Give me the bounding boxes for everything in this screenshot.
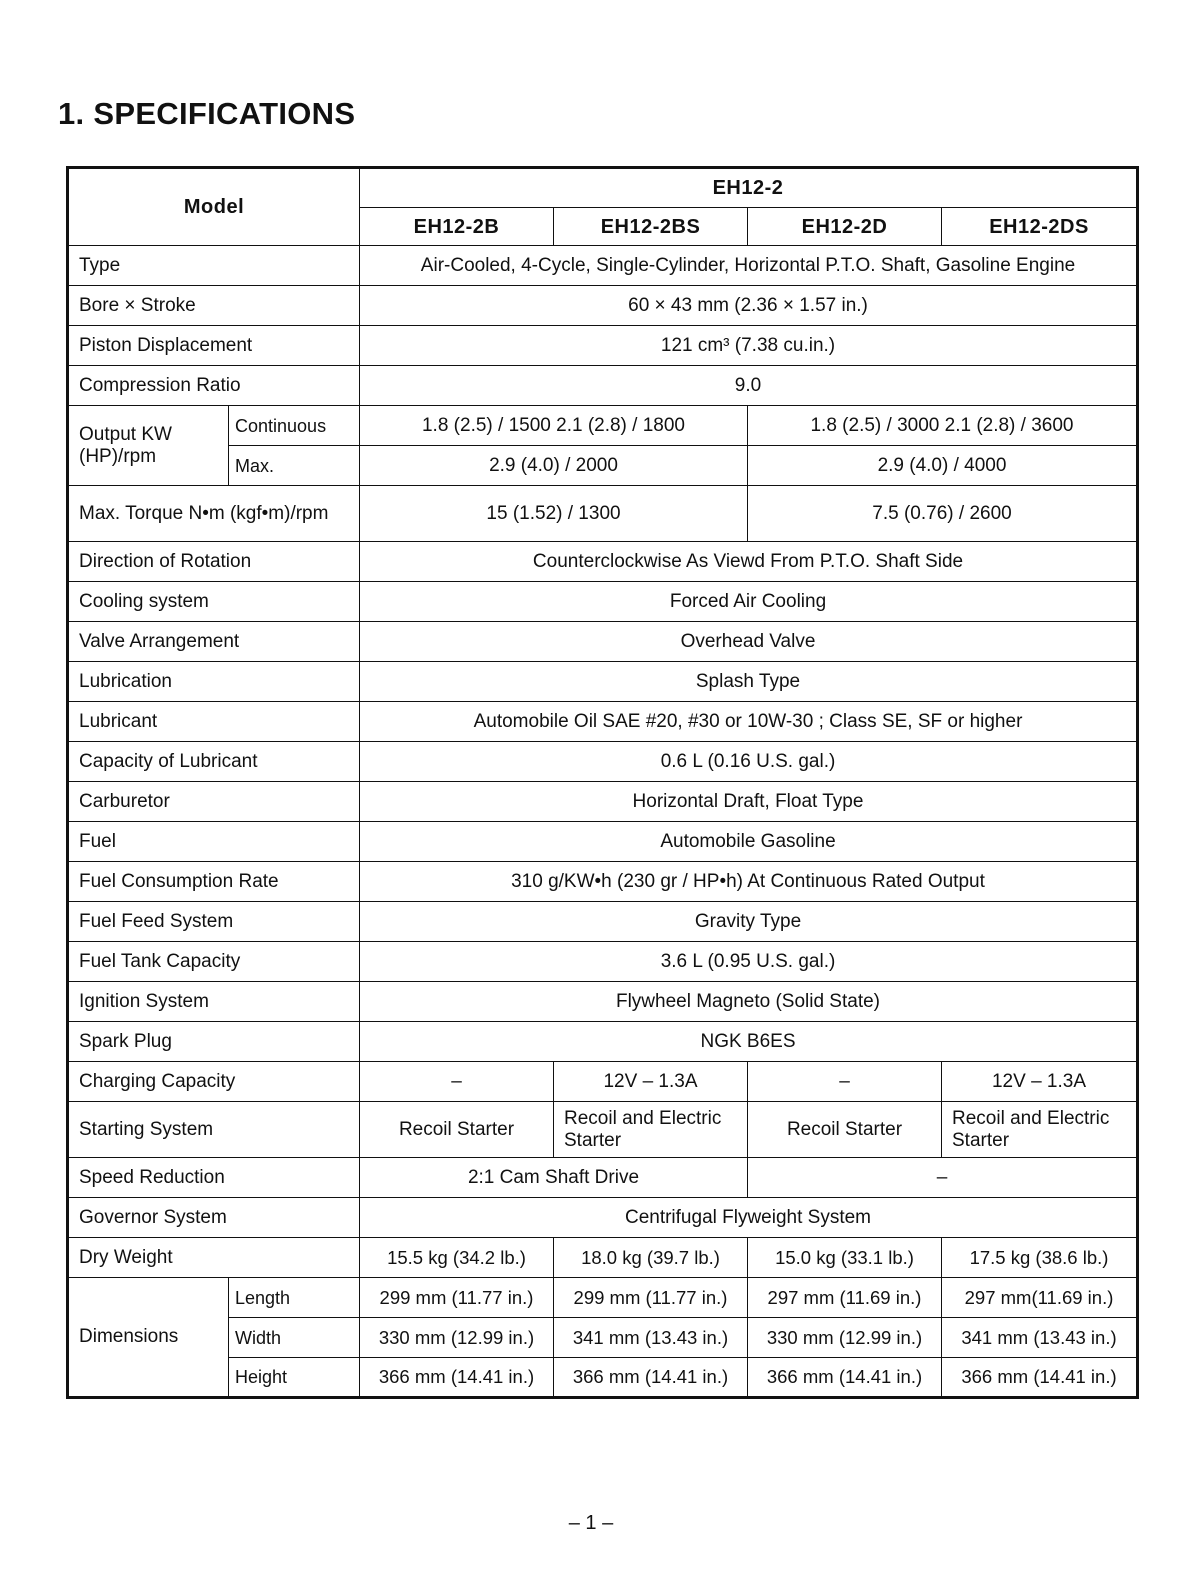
spec-row-torque (68, 486, 1138, 542)
spec-row-reduction (68, 1158, 1138, 1198)
spec-value: 18.0 kg (39.7 lb.) (554, 1238, 748, 1278)
spec-label: Bore × Stroke (68, 286, 360, 326)
spec-value: Recoil Starter (360, 1102, 554, 1158)
specifications-table (66, 166, 1139, 1399)
spec-label: Fuel Consumption Rate (68, 862, 360, 902)
spec-value: 330 mm (12.99 in.) (748, 1318, 942, 1358)
spec-label: Dimensions (68, 1278, 229, 1398)
spec-value: NGK B6ES (360, 1022, 1138, 1062)
spec-label: Spark Plug (68, 1022, 360, 1062)
spec-label: Starting System (68, 1102, 360, 1158)
variant-header: EH12-2D (748, 208, 942, 246)
spec-row-height (68, 1358, 1138, 1398)
spec-row-lubricant (68, 702, 1138, 742)
spec-value: Splash Type (360, 662, 1138, 702)
spec-row-bore (68, 286, 1138, 326)
spec-row-length (68, 1278, 1138, 1318)
spec-row-rotation (68, 542, 1138, 582)
output-continuous-label: Continuous (229, 406, 360, 446)
spec-value: 2.9 (4.0) / 2000 (360, 446, 748, 486)
spec-value: 366 mm (14.41 in.) (554, 1358, 748, 1398)
spec-row-spark (68, 1022, 1138, 1062)
spec-row-lub-capacity (68, 742, 1138, 782)
spec-value: Recoil Starter (748, 1102, 942, 1158)
spec-value: Horizontal Draft, Float Type (360, 782, 1138, 822)
spec-value: 15.5 kg (34.2 lb.) (360, 1238, 554, 1278)
spec-row-starting (68, 1102, 1138, 1158)
spec-label: Charging Capacity (68, 1062, 360, 1102)
spec-row-weight (68, 1238, 1138, 1278)
spec-label: Dry Weight (68, 1238, 360, 1278)
dimension-length-label: Length (229, 1278, 360, 1318)
spec-row-output-max (68, 446, 1138, 486)
spec-row-valve (68, 622, 1138, 662)
spec-row-ignition (68, 982, 1138, 1022)
page-number: – 1 – (568, 1512, 614, 1534)
spec-row-governor (68, 1198, 1138, 1238)
spec-value: Gravity Type (360, 902, 1138, 942)
spec-value: Recoil and Electric Starter (942, 1102, 1138, 1158)
spec-value: 17.5 kg (38.6 lb.) (942, 1238, 1138, 1278)
spec-label: Capacity of Lubricant (68, 742, 360, 782)
spec-value: 15 (1.52) / 1300 (360, 486, 748, 542)
spec-row-cooling (68, 582, 1138, 622)
spec-value: – (748, 1062, 942, 1102)
page-title: 1. SPECIFICATIONS (58, 96, 356, 131)
spec-row-lubrication (68, 662, 1138, 702)
spec-label: Output KW (HP)/rpm (68, 406, 229, 486)
spec-value: – (748, 1158, 1138, 1198)
spec-value: 60 × 43 mm (2.36 × 1.57 in.) (360, 286, 1138, 326)
spec-value: Centrifugal Flyweight System (360, 1198, 1138, 1238)
spec-row-carburetor (68, 782, 1138, 822)
spec-value: – (360, 1062, 554, 1102)
dimension-width-label: Width (229, 1318, 360, 1358)
spec-value: 366 mm (14.41 in.) (942, 1358, 1138, 1398)
spec-value: Air-Cooled, 4-Cycle, Single-Cylinder, Horizontal P.T.O. Shaft, Gasoline Engine (360, 246, 1138, 286)
spec-value: 1.8 (2.5) / 3000 2.1 (2.8) / 3600 (748, 406, 1138, 446)
spec-value: 15.0 kg (33.1 lb.) (748, 1238, 942, 1278)
spec-label: Valve Arrangement (68, 622, 360, 662)
spec-row-compression (68, 366, 1138, 406)
spec-row-type (68, 246, 1138, 286)
spec-row-charging (68, 1062, 1138, 1102)
spec-value: Recoil and Electric Starter (554, 1102, 748, 1158)
series-header: EH12-2 (360, 168, 1138, 208)
spec-label: Piston Displacement (68, 326, 360, 366)
spec-row-fuel (68, 822, 1138, 862)
spec-row-output-continuous (68, 406, 1138, 446)
spec-value: 2:1 Cam Shaft Drive (360, 1158, 748, 1198)
spec-label: Fuel (68, 822, 360, 862)
model-header: Model (68, 168, 360, 246)
spec-value: Automobile Oil SAE #20, #30 or 10W-30 ; Class SE, SF or higher (360, 702, 1138, 742)
spec-row-fuel-feed (68, 902, 1138, 942)
spec-value: 341 mm (13.43 in.) (554, 1318, 748, 1358)
spec-value: 366 mm (14.41 in.) (748, 1358, 942, 1398)
spec-value: Flywheel Magneto (Solid State) (360, 982, 1138, 1022)
spec-row-tank (68, 942, 1138, 982)
spec-label: Type (68, 246, 360, 286)
spec-value: 12V – 1.3A (942, 1062, 1138, 1102)
spec-value: 299 mm (11.77 in.) (554, 1278, 748, 1318)
spec-label: Compression Ratio (68, 366, 360, 406)
spec-label: Governor System (68, 1198, 360, 1238)
spec-value: 121 cm³ (7.38 cu.in.) (360, 326, 1138, 366)
spec-row-fuel-rate (68, 862, 1138, 902)
spec-label: Fuel Tank Capacity (68, 942, 360, 982)
spec-value: 297 mm(11.69 in.) (942, 1278, 1138, 1318)
variant-header: EH12-2DS (942, 208, 1138, 246)
spec-value: 9.0 (360, 366, 1138, 406)
variant-header: EH12-2BS (554, 208, 748, 246)
output-max-label: Max. (229, 446, 360, 486)
spec-value: 1.8 (2.5) / 1500 2.1 (2.8) / 1800 (360, 406, 748, 446)
spec-label: Carburetor (68, 782, 360, 822)
spec-value: 0.6 L (0.16 U.S. gal.) (360, 742, 1138, 782)
spec-value: 330 mm (12.99 in.) (360, 1318, 554, 1358)
spec-value: Automobile Gasoline (360, 822, 1138, 862)
spec-label: Max. Torque N•m (kgf•m)/rpm (68, 486, 360, 542)
spec-value: 366 mm (14.41 in.) (360, 1358, 554, 1398)
spec-label: Lubrication (68, 662, 360, 702)
spec-value: 2.9 (4.0) / 4000 (748, 446, 1138, 486)
spec-label: Direction of Rotation (68, 542, 360, 582)
spec-value: Forced Air Cooling (360, 582, 1138, 622)
spec-row-width (68, 1318, 1138, 1358)
spec-label: Cooling system (68, 582, 360, 622)
spec-value: 297 mm (11.69 in.) (748, 1278, 942, 1318)
spec-value: Overhead Valve (360, 622, 1138, 662)
dimension-height-label: Height (229, 1358, 360, 1398)
spec-value: 7.5 (0.76) / 2600 (748, 486, 1138, 542)
spec-value: 341 mm (13.43 in.) (942, 1318, 1138, 1358)
spec-label: Fuel Feed System (68, 902, 360, 942)
spec-value: 299 mm (11.77 in.) (360, 1278, 554, 1318)
spec-label: Speed Reduction (68, 1158, 360, 1198)
spec-label: Lubricant (68, 702, 360, 742)
spec-row-displacement (68, 326, 1138, 366)
spec-value: 12V – 1.3A (554, 1062, 748, 1102)
variant-header: EH12-2B (360, 208, 554, 246)
spec-value: 310 g/KW•h (230 gr / HP•h) At Continuous Rated Output (360, 862, 1138, 902)
spec-value: Counterclockwise As Viewd From P.T.O. Shaft Side (360, 542, 1138, 582)
spec-value: 3.6 L (0.95 U.S. gal.) (360, 942, 1138, 982)
spec-label: Ignition System (68, 982, 360, 1022)
